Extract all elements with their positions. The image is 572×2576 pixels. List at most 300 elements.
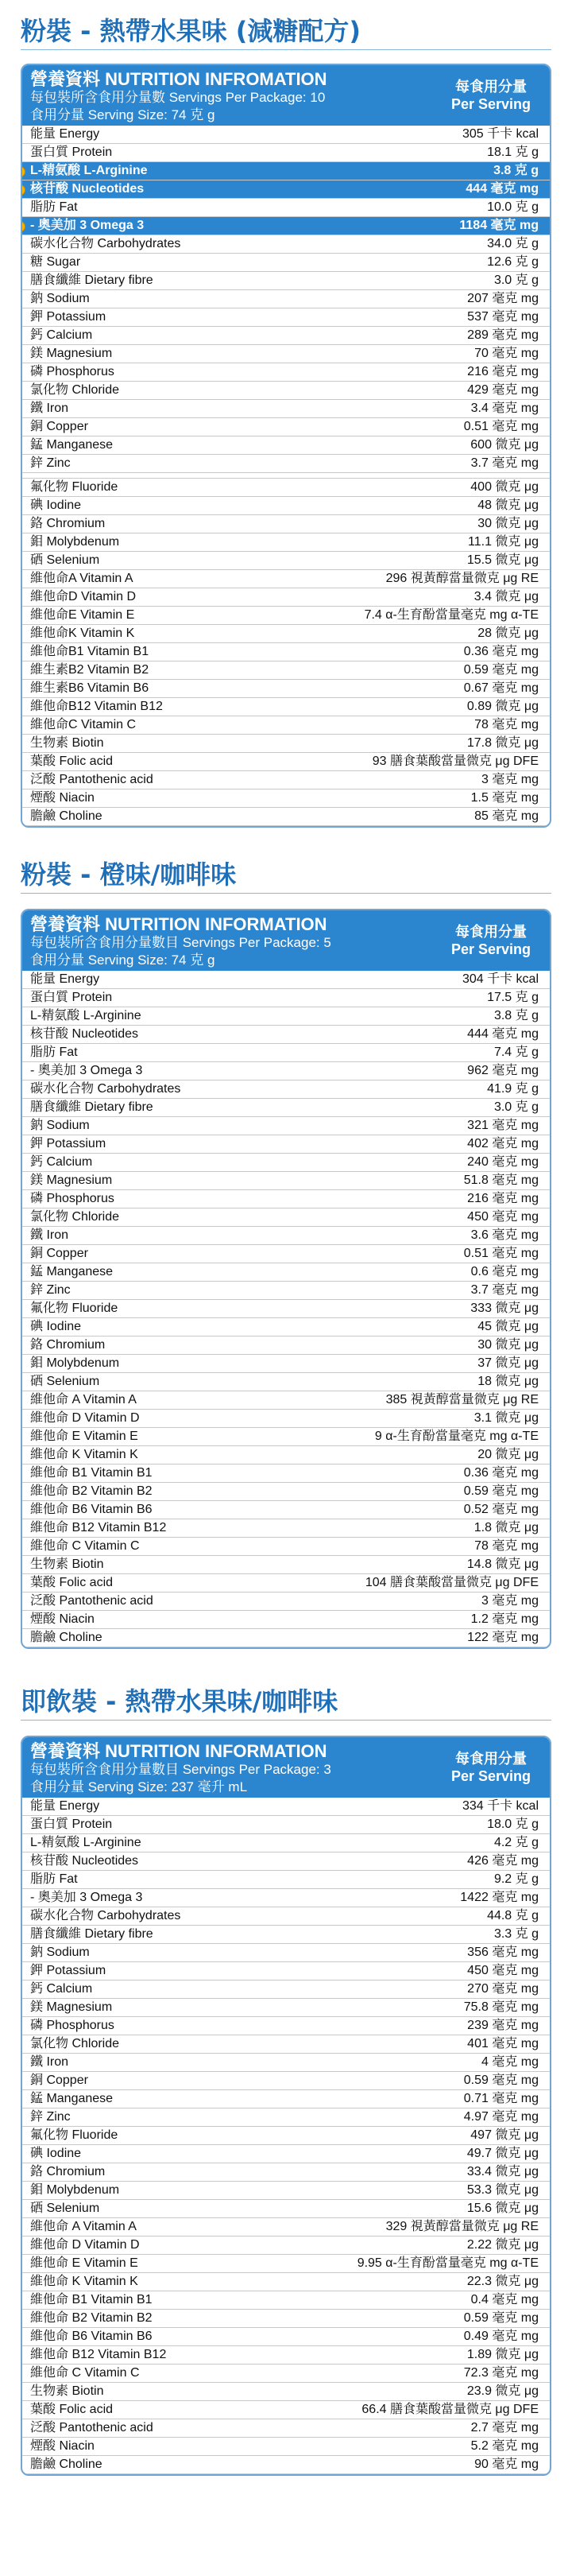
nutrient-name: 維他命 B1 Vitamin B1 bbox=[30, 1466, 153, 1480]
nutrient-row bbox=[22, 254, 550, 272]
nutrient-value: 270 毫克 mg bbox=[467, 1982, 539, 1996]
nutrient-value: 22.3 微克 μg bbox=[466, 2275, 539, 2288]
nutrient-name: 維他命 B2 Vitamin B2 bbox=[30, 1484, 153, 1498]
nutrient-name: 鎂 Magnesium bbox=[30, 1174, 113, 1187]
nutrient-row bbox=[22, 1227, 550, 1245]
nutrient-value: 450 毫克 mg bbox=[467, 1210, 539, 1224]
nutrient-value: 296 視黃醇當量微克 μg RE bbox=[385, 572, 539, 585]
nutrient-value: 23.9 微克 μg bbox=[466, 2384, 539, 2398]
nutrient-row bbox=[22, 1355, 550, 1373]
nutrient-row bbox=[22, 2054, 550, 2072]
nutrient-name: L-精氨酸 L-Arginine bbox=[30, 164, 148, 177]
nutrient-value: 401 毫克 mg bbox=[467, 2037, 539, 2050]
nutrient-row bbox=[22, 2273, 550, 2291]
nutrient-value: 304 千卡 kcal bbox=[462, 972, 539, 986]
nutrient-value: 37 微克 μg bbox=[477, 1356, 539, 1370]
nutrient-value: 0.59 毫克 mg bbox=[463, 663, 539, 677]
nutrient-name: 鈉 Sodium bbox=[30, 292, 90, 305]
nutrient-name: 鐵 Iron bbox=[30, 2055, 69, 2069]
nutrient-name: 鎂 Magnesium bbox=[30, 2000, 113, 2014]
nutrient-name: 維他命 D Vitamin D bbox=[30, 1411, 140, 1425]
nutrient-name: 膽鹼 Choline bbox=[30, 2458, 102, 2471]
nutrient-row bbox=[22, 1099, 550, 1117]
nutrient-value: 402 毫克 mg bbox=[467, 1137, 539, 1150]
nutrient-row bbox=[22, 1889, 550, 1907]
nutrient-rows bbox=[22, 971, 550, 1647]
nutrient-value: 2.7 毫克 mg bbox=[470, 2421, 539, 2434]
nutrient-row bbox=[22, 1907, 550, 1926]
per-serving-cn: 每食用分量 bbox=[455, 924, 527, 940]
nutrient-name: 硒 Selenium bbox=[30, 1375, 100, 1388]
nutrient-value: 75.8 毫克 mg bbox=[463, 2000, 539, 2014]
nutrient-value: 429 毫克 mg bbox=[467, 383, 539, 397]
per-serving-cn: 每食用分量 bbox=[455, 79, 527, 95]
nutrient-name: 鉬 Molybdenum bbox=[30, 1356, 120, 1370]
nutrient-row bbox=[22, 1080, 550, 1099]
nutrient-row bbox=[22, 1135, 550, 1154]
nutrient-value: 0.52 毫克 mg bbox=[463, 1503, 539, 1516]
nutrient-name: 葉酸 Folic acid bbox=[30, 2403, 114, 2416]
nutrient-row bbox=[22, 1593, 550, 1611]
nutrient-name: 維他命 E Vitamin E bbox=[30, 2256, 138, 2270]
per-serving-heading bbox=[432, 910, 550, 971]
nutrient-name: 鈣 Calcium bbox=[30, 328, 93, 342]
per-serving-en: Per Serving bbox=[450, 96, 531, 112]
nutrient-value: 18.1 克 g bbox=[487, 145, 539, 159]
nutrient-name: 維他命 B1 Vitamin B1 bbox=[30, 2293, 153, 2306]
nutrient-name: 硒 Selenium bbox=[30, 2202, 100, 2215]
nutrient-value: 385 視黃醇當量微克 μg RE bbox=[385, 1393, 539, 1406]
nutrient-row bbox=[22, 2109, 550, 2127]
section-title: 粉裝 - 熱帶水果味 (減糖配方) bbox=[21, 16, 361, 46]
nutrient-name: 維他命 C Vitamin C bbox=[30, 1539, 140, 1553]
nutrient-row bbox=[22, 497, 550, 515]
nutrient-value: 1.2 毫克 mg bbox=[470, 1612, 539, 1626]
nutrient-value: 962 毫克 mg bbox=[467, 1064, 539, 1077]
nutrient-value: 333 微克 μg bbox=[470, 1302, 539, 1315]
nutrient-value: 1422 毫克 mg bbox=[460, 1891, 539, 1904]
nutrient-row bbox=[22, 2237, 550, 2255]
nutrient-row bbox=[22, 971, 550, 989]
nutrient-name: - 奧美加 3 Omega 3 bbox=[30, 1064, 143, 1077]
nutrient-row bbox=[22, 217, 550, 235]
nutrient-name: - 奧美加 3 Omega 3 bbox=[30, 219, 145, 232]
nutrient-value: 400 微克 μg bbox=[470, 480, 539, 494]
per-serving-heading bbox=[432, 65, 550, 126]
nutrition-panel bbox=[21, 64, 551, 828]
nutrient-name: 硒 Selenium bbox=[30, 553, 100, 567]
nutrient-row bbox=[22, 2200, 550, 2218]
per-serving-en: Per Serving bbox=[450, 941, 531, 957]
nutrient-name: 鉀 Potassium bbox=[30, 310, 106, 324]
nutrient-row bbox=[22, 1410, 550, 1428]
nutrient-name: 葉酸 Folic acid bbox=[30, 1576, 114, 1589]
nutrient-name: 碘 Iodine bbox=[30, 2147, 82, 2160]
nutrient-name: 鐵 Iron bbox=[30, 402, 69, 415]
nutrient-name: 鈣 Calcium bbox=[30, 1982, 93, 1996]
nutrient-value: 14.8 微克 μg bbox=[466, 1558, 539, 1571]
nutrient-row bbox=[22, 2401, 550, 2419]
nutrient-value: 0.36 毫克 mg bbox=[463, 1466, 539, 1480]
nutrient-name: 鋅 Zinc bbox=[30, 456, 71, 470]
nutrient-value: 41.9 克 g bbox=[487, 1082, 539, 1096]
servings-per-package: 每包裝所含食用分量數 Servings Per Package: 10 bbox=[30, 90, 326, 105]
nutrient-value: 10.0 克 g bbox=[487, 200, 539, 214]
nutrient-row bbox=[22, 1446, 550, 1465]
nutrient-value: 0.4 毫克 mg bbox=[470, 2293, 539, 2306]
nutrient-row bbox=[22, 1117, 550, 1135]
nutrient-name: 葉酸 Folic acid bbox=[30, 755, 114, 768]
serving-size: 食用分量 Serving Size: 74 克 g bbox=[30, 952, 215, 968]
nutrient-row bbox=[22, 1483, 550, 1501]
nutrient-value: 356 毫克 mg bbox=[467, 1946, 539, 1959]
nutrient-value: 49.7 微克 μg bbox=[466, 2147, 539, 2160]
nutrient-name: 維他命 K Vitamin K bbox=[30, 1448, 138, 1461]
nutrient-row bbox=[22, 789, 550, 808]
servings-per-package: 每包裝所含食用分量數目 Servings Per Package: 3 bbox=[30, 1762, 331, 1777]
nutrient-value: 0.36 毫克 mg bbox=[463, 645, 539, 658]
nutrient-row bbox=[22, 607, 550, 625]
nutrient-value: 3.1 微克 μg bbox=[473, 1411, 539, 1425]
servings-per-package: 每包裝所含食用分量數目 Servings Per Package: 5 bbox=[30, 935, 331, 950]
nutrient-value: 0.6 毫克 mg bbox=[470, 1265, 539, 1278]
nutrient-name: L-精氨酸 L-Arginine bbox=[30, 1009, 141, 1022]
section-title: 粉裝 - 橙味/咖啡味 bbox=[21, 859, 237, 890]
nutrient-value: 9 α-生育酚當量毫克 mg α-TE bbox=[374, 1430, 539, 1443]
nutrient-value: 7.4 克 g bbox=[493, 1046, 539, 1059]
nutrient-name: 維他命B12 Vitamin B12 bbox=[30, 700, 163, 713]
nutrient-name: 鈣 Calcium bbox=[30, 1155, 93, 1169]
section-divider bbox=[21, 893, 551, 894]
nutrient-row bbox=[22, 625, 550, 643]
nutrient-name: 碳水化合物 Carbohydrates bbox=[30, 1082, 181, 1096]
nutrient-name: 銅 Copper bbox=[30, 420, 88, 433]
nutrient-name: 鉬 Molybdenum bbox=[30, 535, 120, 549]
nutrient-value: 444 毫克 mg bbox=[466, 182, 539, 196]
nutrient-name: 鉀 Potassium bbox=[30, 1964, 106, 1977]
nutrient-row bbox=[22, 1944, 550, 1962]
nutrient-value: 497 微克 μg bbox=[470, 2128, 539, 2142]
nutrient-row bbox=[22, 144, 550, 162]
nutrient-row bbox=[22, 1519, 550, 1538]
nutrient-name: 鐵 Iron bbox=[30, 1228, 69, 1242]
nutrient-value: 20 微克 μg bbox=[477, 1448, 539, 1461]
nutrient-name: 錳 Manganese bbox=[30, 1265, 114, 1278]
nutrient-name: 膳食纖維 Dietary fibre bbox=[30, 274, 153, 287]
per-serving-cn: 每食用分量 bbox=[455, 1751, 527, 1767]
nutrient-name: 能量 Energy bbox=[30, 972, 100, 986]
nutrient-value: 0.67 毫克 mg bbox=[463, 681, 539, 695]
nutrient-row bbox=[22, 235, 550, 254]
nutrient-name: 維他命 B2 Vitamin B2 bbox=[30, 2311, 153, 2325]
nutrient-row bbox=[22, 1538, 550, 1556]
nutrient-row bbox=[22, 1044, 550, 1062]
nutrient-value: 600 微克 μg bbox=[470, 438, 539, 452]
nutrient-name: 糖 Sugar bbox=[30, 255, 81, 269]
nutrient-row bbox=[22, 2090, 550, 2109]
nutrient-row bbox=[22, 1980, 550, 1999]
nutrient-name: 脂肪 Fat bbox=[30, 1872, 78, 1886]
nutrient-value: 450 毫克 mg bbox=[467, 1964, 539, 1977]
nutrient-row bbox=[22, 418, 550, 436]
nutrient-name: 維生素B2 Vitamin B2 bbox=[30, 663, 149, 677]
nutrient-row bbox=[22, 1336, 550, 1355]
nutrient-value: 0.59 毫克 mg bbox=[463, 2311, 539, 2325]
nutrient-value: 3 毫克 mg bbox=[481, 1594, 539, 1608]
nutrient-row bbox=[22, 1574, 550, 1593]
nutrient-name: 鈉 Sodium bbox=[30, 1946, 90, 1959]
nutrient-name: 泛酸 Pantothenic acid bbox=[30, 773, 153, 786]
nutrient-row bbox=[22, 162, 550, 180]
nutrient-value: 66.4 膳食葉酸當量微克 μg DFE bbox=[361, 2403, 539, 2416]
nutrient-name: 煙酸 Niacin bbox=[30, 791, 95, 805]
nutrient-row bbox=[22, 1026, 550, 1044]
nutrient-row bbox=[22, 1926, 550, 1944]
nutrient-name: 維他命 B12 Vitamin B12 bbox=[30, 1521, 167, 1534]
nutrient-name: 生物素 Biotin bbox=[30, 1558, 104, 1571]
nutrient-value: 426 毫克 mg bbox=[467, 1854, 539, 1868]
nutrient-row bbox=[22, 1834, 550, 1852]
nutrient-name: 碳水化合物 Carbohydrates bbox=[30, 237, 181, 250]
nutrient-value: 216 毫克 mg bbox=[467, 1192, 539, 1205]
nutrient-value: 12.6 克 g bbox=[487, 255, 539, 269]
nutrient-row bbox=[22, 436, 550, 455]
nutrient-name: 碘 Iodine bbox=[30, 499, 82, 512]
nutrient-value: 15.6 微克 μg bbox=[466, 2202, 539, 2215]
nutrient-name: 氯化物 Chloride bbox=[30, 1210, 120, 1224]
nutrient-row bbox=[22, 2127, 550, 2145]
nutrient-name: 磷 Phosphorus bbox=[30, 365, 114, 378]
nutrient-value: 1.89 微克 μg bbox=[466, 2348, 539, 2361]
nutrient-name: 蛋白質 Protein bbox=[30, 145, 113, 159]
nutrient-value: 3.7 毫克 mg bbox=[470, 1283, 539, 1297]
nutrient-row bbox=[22, 1154, 550, 1172]
nutrient-name: 氯化物 Chloride bbox=[30, 2037, 120, 2050]
nutrient-name: 鋅 Zinc bbox=[30, 1283, 71, 1297]
nutrient-row bbox=[22, 588, 550, 607]
nutrient-row bbox=[22, 1263, 550, 1282]
nutrient-value: 321 毫克 mg bbox=[467, 1119, 539, 1132]
nutrient-value: 72.3 毫克 mg bbox=[463, 2366, 539, 2380]
nutrient-value: 1.8 微克 μg bbox=[473, 1521, 539, 1534]
nutrient-value: 0.51 毫克 mg bbox=[463, 420, 539, 433]
nutrient-row bbox=[22, 199, 550, 217]
nutrient-value: 30 微克 μg bbox=[477, 517, 539, 530]
nutrient-value: 0.51 毫克 mg bbox=[463, 1247, 539, 1260]
nutrient-name: 鉀 Potassium bbox=[30, 1137, 106, 1150]
nutrient-row bbox=[22, 643, 550, 661]
nutrient-value: 34.0 克 g bbox=[487, 237, 539, 250]
nutrient-value: 90 毫克 mg bbox=[474, 2458, 539, 2471]
nutrient-value: 45 微克 μg bbox=[477, 1320, 539, 1333]
nutrient-name: 磷 Phosphorus bbox=[30, 1192, 114, 1205]
nutrient-row bbox=[22, 1172, 550, 1190]
nutrient-name: 能量 Energy bbox=[30, 1799, 100, 1813]
nutrient-name: 核苷酸 Nucleotides bbox=[30, 1854, 139, 1868]
nutrient-name: 維他命 D Vitamin D bbox=[30, 2238, 140, 2252]
nutrient-value: 9.95 α-生育酚當量毫克 mg α-TE bbox=[357, 2256, 539, 2270]
nutrient-row bbox=[22, 2383, 550, 2401]
nutrient-row bbox=[22, 1999, 550, 2017]
nutrient-row bbox=[22, 570, 550, 588]
nutrient-value: 537 毫克 mg bbox=[467, 310, 539, 324]
nutrient-row bbox=[22, 1245, 550, 1263]
nutrient-name: 鉻 Chromium bbox=[30, 2165, 106, 2178]
nutrient-value: 18 微克 μg bbox=[477, 1375, 539, 1388]
nutrient-row bbox=[22, 1391, 550, 1410]
nutrient-value: 30 微克 μg bbox=[477, 1338, 539, 1352]
nutrient-row bbox=[22, 2182, 550, 2200]
nutrient-row bbox=[22, 1062, 550, 1080]
nutrient-value: 3.6 毫克 mg bbox=[470, 1228, 539, 1242]
nutrient-row bbox=[22, 363, 550, 382]
nutrient-name: 煙酸 Niacin bbox=[30, 1612, 95, 1626]
nutrient-value: 3.8 克 g bbox=[493, 1009, 539, 1022]
nutrient-value: 4.2 克 g bbox=[493, 1836, 539, 1849]
nutrient-name: 氟化物 Fluoride bbox=[30, 2128, 118, 2142]
nutrient-row bbox=[22, 2291, 550, 2310]
nutrient-row bbox=[22, 661, 550, 680]
nutrient-name: 脂肪 Fat bbox=[30, 1046, 78, 1059]
nutrient-value: 3.4 微克 μg bbox=[473, 590, 539, 603]
nutrient-value: 1184 毫克 mg bbox=[459, 219, 539, 232]
nutrient-value: 0.89 微克 μg bbox=[466, 700, 539, 713]
panel-header bbox=[22, 1737, 550, 1798]
nutrient-row bbox=[22, 2438, 550, 2456]
nutrient-value: 0.49 毫克 mg bbox=[463, 2330, 539, 2343]
nutrient-name: 泛酸 Pantothenic acid bbox=[30, 1594, 153, 1608]
nutrient-value: 0.59 毫克 mg bbox=[463, 2074, 539, 2087]
nutrient-row bbox=[22, 515, 550, 533]
nutrient-value: 3.3 克 g bbox=[493, 1927, 539, 1941]
nutrient-value: 44.8 克 g bbox=[487, 1909, 539, 1922]
nutrient-name: 銅 Copper bbox=[30, 2074, 88, 2087]
nutrient-value: 207 毫克 mg bbox=[467, 292, 539, 305]
nutrient-value: 93 膳食葉酸當量微克 μg DFE bbox=[372, 755, 539, 768]
nutrient-name: 碳水化合物 Carbohydrates bbox=[30, 1909, 181, 1922]
nutrient-name: 維他命 B6 Vitamin B6 bbox=[30, 2330, 153, 2343]
nutrient-value: 289 毫克 mg bbox=[467, 328, 539, 342]
panel-header bbox=[22, 65, 550, 126]
nutrient-value: 334 千卡 kcal bbox=[462, 1799, 539, 1813]
nutrient-row bbox=[22, 126, 550, 144]
nutrient-name: 維他命D Vitamin D bbox=[30, 590, 137, 603]
nutrient-row bbox=[22, 753, 550, 771]
nutrient-row bbox=[22, 771, 550, 789]
nutrient-value: 51.8 毫克 mg bbox=[463, 1174, 539, 1187]
nutrient-row bbox=[22, 552, 550, 570]
nutrient-row bbox=[22, 716, 550, 735]
nutrient-name: 維他命 C Vitamin C bbox=[30, 2366, 140, 2380]
nutrient-row bbox=[22, 2072, 550, 2090]
nutrient-rows bbox=[22, 1798, 550, 2474]
nutrient-value: 5.2 毫克 mg bbox=[470, 2439, 539, 2453]
nutrition-panel bbox=[21, 909, 551, 1649]
nutrient-value: 329 視黃醇當量微克 μg RE bbox=[385, 2220, 539, 2233]
nutrient-value: 1.5 毫克 mg bbox=[470, 791, 539, 805]
nutrient-name: 鎂 Magnesium bbox=[30, 347, 113, 360]
nutrient-name: 膽鹼 Choline bbox=[30, 809, 102, 823]
nutrient-name: 氯化物 Chloride bbox=[30, 383, 120, 397]
nutrient-row bbox=[22, 2346, 550, 2365]
nutrient-row bbox=[22, 345, 550, 363]
section-divider bbox=[21, 49, 551, 50]
nutrient-name: 蛋白質 Protein bbox=[30, 991, 113, 1004]
nutrient-name: 蛋白質 Protein bbox=[30, 1818, 113, 1831]
nutrient-name: 氟化物 Fluoride bbox=[30, 1302, 118, 1315]
nutrient-value: 53.3 微克 μg bbox=[466, 2183, 539, 2197]
nutrient-value: 78 毫克 mg bbox=[474, 1539, 539, 1553]
per-serving-heading bbox=[432, 1737, 550, 1798]
nutrient-name: 氟化物 Fluoride bbox=[30, 480, 118, 494]
nutrient-name: 鈉 Sodium bbox=[30, 1119, 90, 1132]
nutrient-name: 磷 Phosphorus bbox=[30, 2019, 114, 2032]
nutrient-row bbox=[22, 400, 550, 418]
nutrient-row bbox=[22, 2145, 550, 2163]
nutrient-name: 煙酸 Niacin bbox=[30, 2439, 95, 2453]
nutrient-name: 鉬 Molybdenum bbox=[30, 2183, 120, 2197]
nutrient-value: 444 毫克 mg bbox=[467, 1027, 539, 1041]
nutrient-name: 膳食纖維 Dietary fibre bbox=[30, 1100, 153, 1114]
nutrient-row bbox=[22, 2419, 550, 2438]
nutrient-row bbox=[22, 327, 550, 345]
nutrient-row bbox=[22, 1428, 550, 1446]
nutrient-value: 3.7 毫克 mg bbox=[470, 456, 539, 470]
nutrient-value: 33.4 微克 μg bbox=[466, 2165, 539, 2178]
nutrient-name: 鋅 Zinc bbox=[30, 2110, 71, 2124]
nutrient-name: 維他命 A Vitamin A bbox=[30, 2220, 137, 2233]
nutrient-row bbox=[22, 290, 550, 308]
nutrient-value: 0.59 毫克 mg bbox=[463, 1484, 539, 1498]
nutrient-row bbox=[22, 1611, 550, 1629]
nutrient-name: 維他命 A Vitamin A bbox=[30, 1393, 137, 1406]
nutrient-row bbox=[22, 698, 550, 716]
nutrient-name: 維他命E Vitamin E bbox=[30, 608, 135, 622]
nutrient-name: 泛酸 Pantothenic acid bbox=[30, 2421, 153, 2434]
nutrient-value: 240 毫克 mg bbox=[467, 1155, 539, 1169]
nutrient-name: 生物素 Biotin bbox=[30, 2384, 104, 2398]
nutrient-row bbox=[22, 382, 550, 400]
nutrient-name: 維他命C Vitamin C bbox=[30, 718, 137, 731]
nutrient-value: 3.4 毫克 mg bbox=[470, 402, 539, 415]
nutrient-value: 28 微克 μg bbox=[477, 627, 539, 640]
panel-header-title: 營養資料 NUTRITION INFROMATION bbox=[30, 69, 327, 89]
nutrient-name: - 奧美加 3 Omega 3 bbox=[30, 1891, 143, 1904]
nutrient-value: 17.8 微克 μg bbox=[466, 736, 539, 750]
nutrient-name: 維他命 K Vitamin K bbox=[30, 2275, 138, 2288]
nutrient-row bbox=[22, 1629, 550, 1647]
nutrient-value: 4 毫克 mg bbox=[481, 2055, 539, 2069]
nutrient-value: 78 毫克 mg bbox=[474, 718, 539, 731]
nutrient-row bbox=[22, 2365, 550, 2383]
panel-header-title: 營養資料 NUTRITION INFORMATION bbox=[30, 914, 327, 934]
nutrient-name: 鉻 Chromium bbox=[30, 1338, 106, 1352]
nutrient-value: 18.0 克 g bbox=[487, 1818, 539, 1831]
nutrient-row bbox=[22, 1816, 550, 1834]
nutrient-row bbox=[22, 989, 550, 1007]
nutrient-name: 維他命 E Vitamin E bbox=[30, 1430, 138, 1443]
nutrient-row bbox=[22, 1190, 550, 1208]
panel-header bbox=[22, 910, 550, 971]
nutrient-name: 錳 Manganese bbox=[30, 438, 114, 452]
nutrient-value: 9.2 克 g bbox=[493, 1872, 539, 1886]
nutrient-value: 0.71 毫克 mg bbox=[463, 2092, 539, 2105]
nutrient-row bbox=[22, 1501, 550, 1519]
nutrient-name: 維他命B1 Vitamin B1 bbox=[30, 645, 149, 658]
nutrient-rows bbox=[22, 126, 550, 826]
nutrient-value: 11.1 微克 μg bbox=[468, 535, 539, 549]
nutrient-row bbox=[22, 533, 550, 552]
